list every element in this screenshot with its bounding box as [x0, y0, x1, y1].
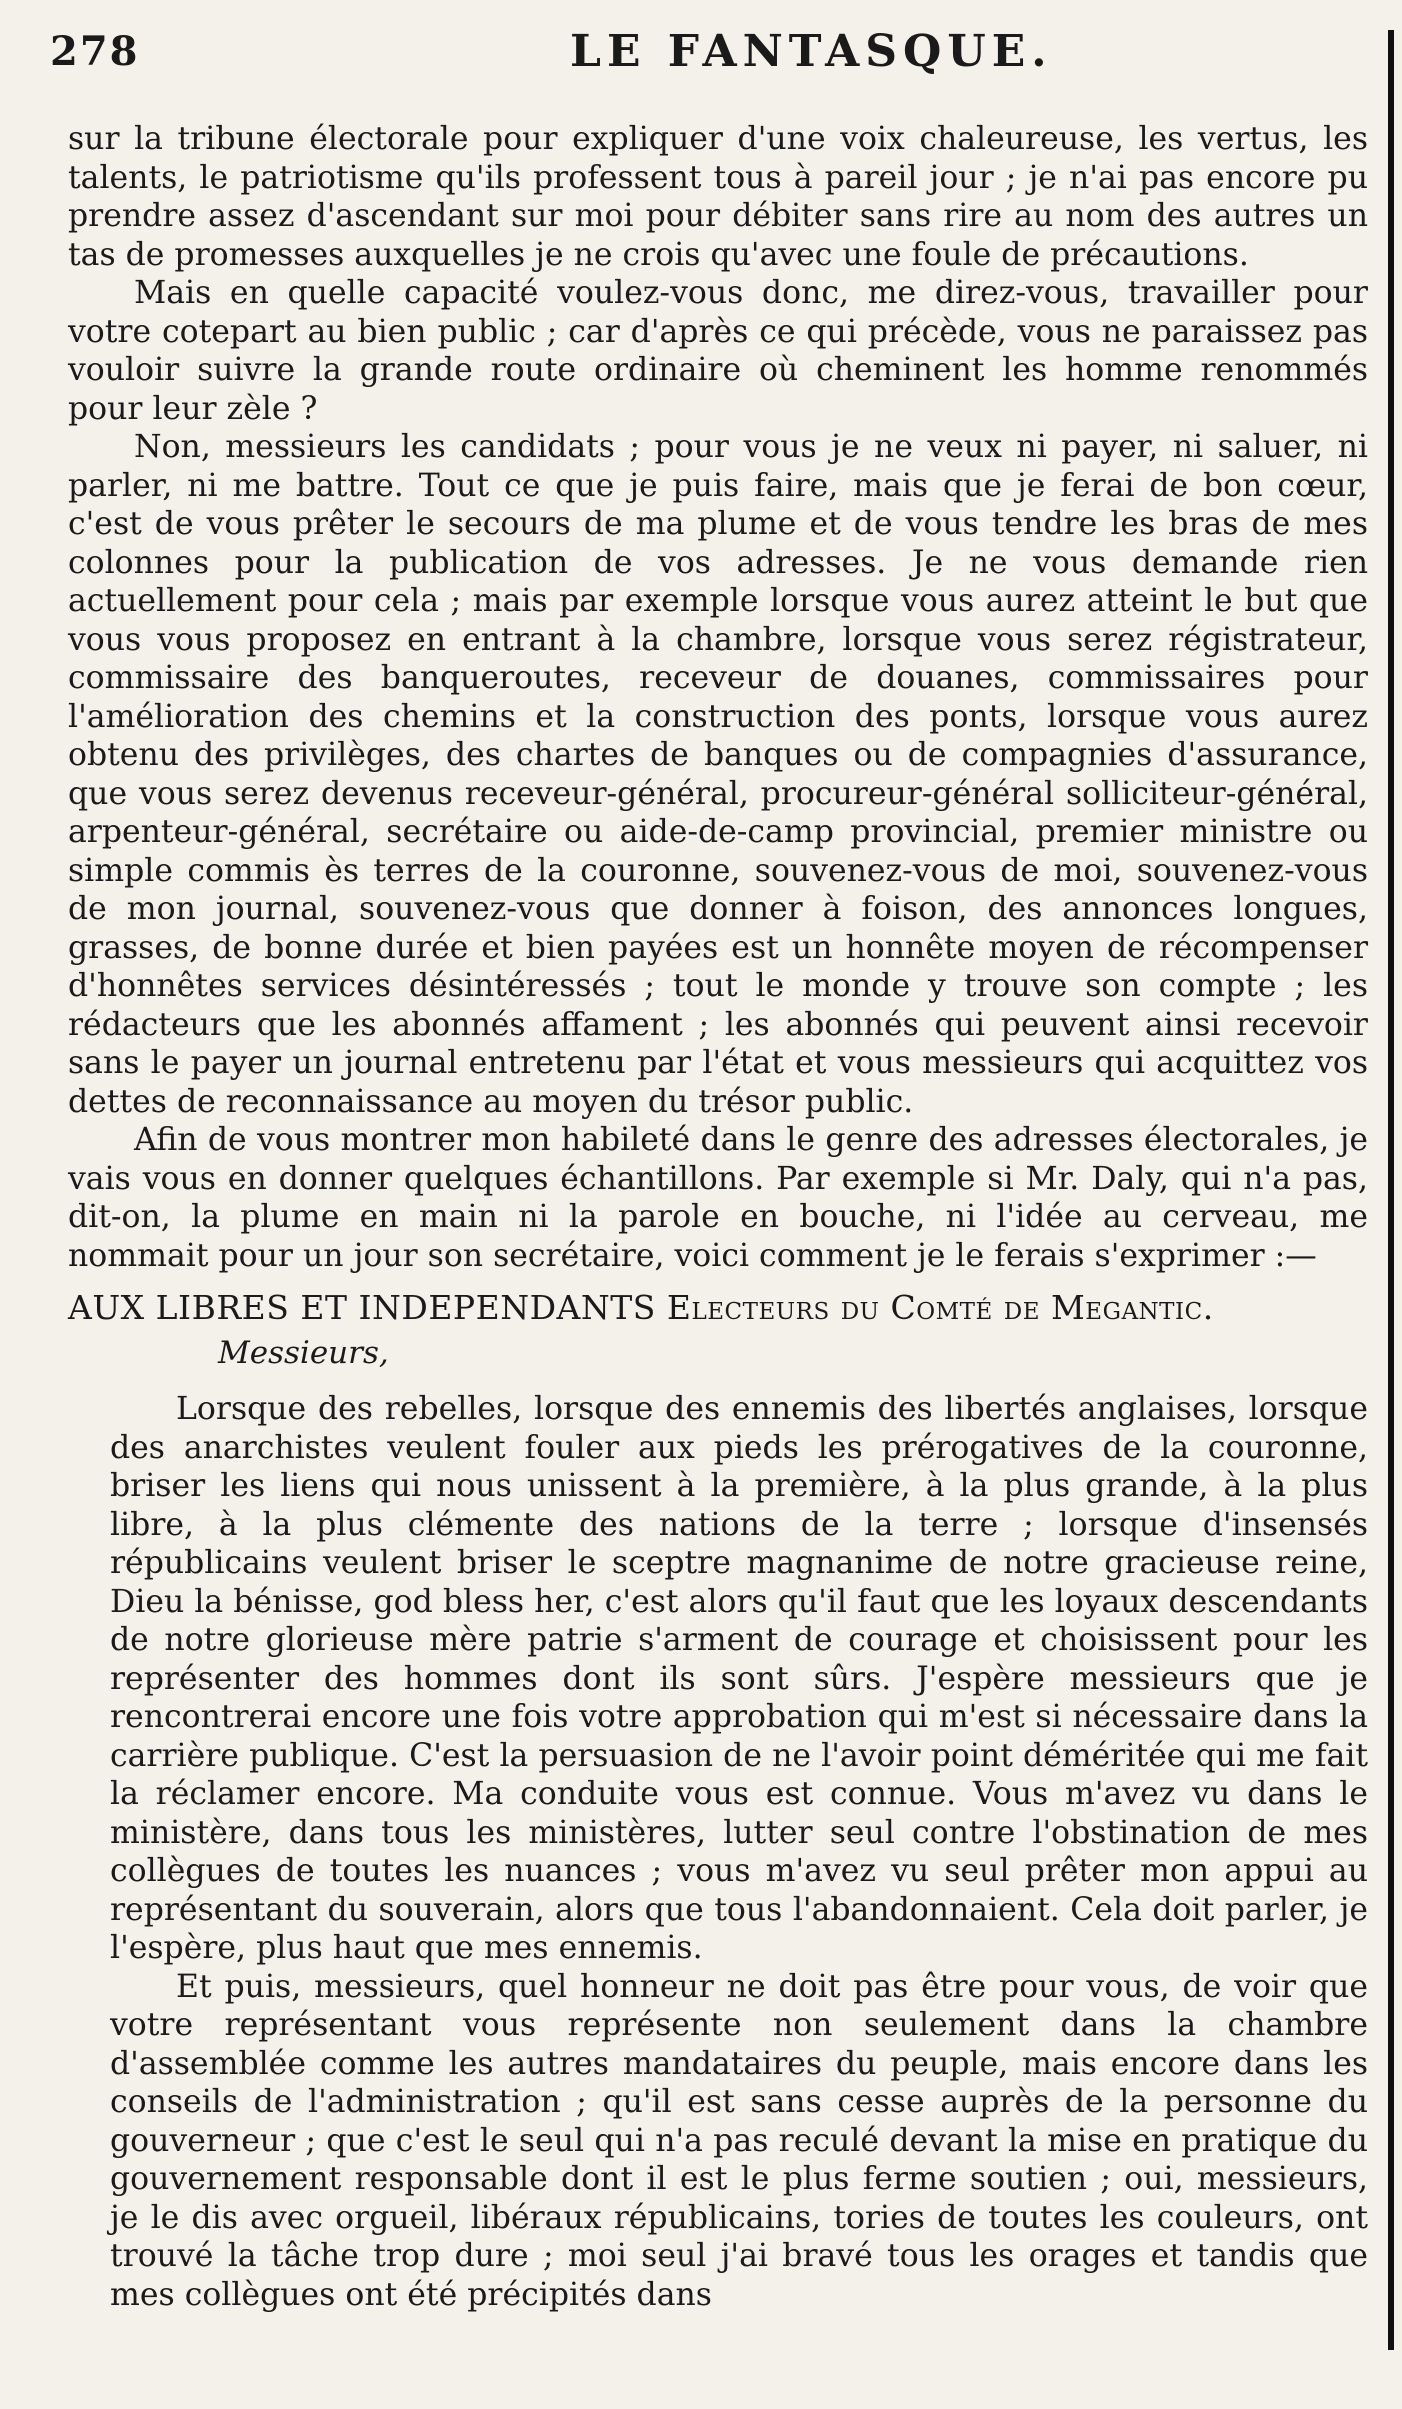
address-paragraph: Lorsque des rebelles, lorsque des ennemis des libertés anglaises, lorsque des anarchistes veulent fouler aux pieds les prérogatives de la couronne, briser les liens qui nous unissent à la première, à la plus grande, à la plus libre, à la plus clémente des nations de la terre ; lorsque d'insensés républicains veulent briser le sceptre magnanime de notre gracieuse reine, Dieu la bénisse, god bless her, c'est alors qu'il faut que les loyaux descendants de notre glorieuse mère patrie s'arment de courage et choisissent pour les représenter des hommes dont ils sont sûrs. J'espère messieurs que je rencontrerai encore une fois votre approbation qui m'est si nécessaire dans la carrière publique. C'est la persuasion de ne l'avoir point déméritée qui me fait la réclamer encore. Ma conduite vous est connue. Vous m'avez vu dans le ministère, dans tous les ministères, lutter seul contre l'obstination de mes collègues de toutes les nuances ; vous m'avez vu seul prêter mon appui au représentant du souverain, alors que tous l'abandonnaient. Cela doit parler, je l'espère, plus haut que mes ennemis.: [110, 1391, 1368, 1966]
address-heading: [68, 1289, 1368, 1328]
article-body: [68, 120, 1368, 2314]
journal-title: LE FANTASQUE.: [570, 26, 1053, 77]
salutation: Messieurs,: [218, 1334, 389, 1371]
address-paragraph: Et puis, messieurs, quel honneur ne doit pas être pour vous, de voir que votre représentant vous représente non seulement dans la chambre d'assemblée comme les autres mandataires du peuple, mais encore dans les conseils de l'administration ; qu'il est sans cesse auprès de la personne du gouverneur ; que c'est le seul qui n'a pas reculé devant la mise en pratique du gouvernement responsable dont il est le plus ferme soutien ; oui, messieurs, je le dis avec orgueil, libéraux républicains, tories de toutes les couleurs, ont trouvé la tâche trop dure ; moi seul j'ai bravé tous les orages et tandis que mes collègues ont été précipités dans: [110, 1968, 1368, 2313]
page-number: 278: [50, 28, 140, 75]
electoral-address: [68, 1390, 1368, 2314]
paragraph: Non, messieurs les candidats ; pour vous je ne veux ni payer, ni saluer, ni parler, ni me battre. Tout ce que je puis faire, mais que je ferai de bon cœur, c'est de vous prêter le secours de ma plume et de vous tendre les bras de mes colonnes pour la publication de vos adresses. Je ne vous demande rien actuellement pour cela ; mais par exemple lorsque vous aurez atteint le but que vous vous proposez en entrant à la chambre, lorsque vous serez régistrateur, commissaire des banqueroutes, receveur de douanes, commissaires pour l'amélioration des chemins et la construction des ponts, lorsque vous aurez obtenu des privilèges, des chartes de banques ou de compagnies d'assurance, que vous serez devenus receveur-général, procureur-général solliciteur-général, arpenteur-général, secrétaire ou aide-de-camp provincial, premier ministre ou simple commis ès terres de la couronne, souvenez-vous de moi, souvenez-vous de mon journal, souvenez-vous que donner à foison, des annonces longues, grasses, de bonne durée et bien payées est un honnête moyen de récompenser d'honnêtes services désintéressés ; tout le monde y trouve son compte ; les rédacteurs que les abonnés affament ; les abonnés qui peuvent ainsi recevoir sans le payer un journal entretenu par l'état et vous messieurs qui acquittez vos dettes de reconnaissance au moyen du trésor public.: [68, 429, 1368, 1120]
column-rule: [1388, 30, 1394, 2350]
paragraph: Afin de vous montrer mon habileté dans le genre des adresses électorales, je vais vous en donner quelques échantillons. Par exemple si Mr. Daly, qui n'a pas, dit-on, la plume en main ni la parole en bouche, ni l'idée au cerveau, me nommait pour un jour son secrétaire, voici comment je le ferais s'exprimer :—: [68, 1122, 1368, 1274]
paragraph: Mais en quelle capacité voulez-vous donc, me direz-vous, travailler pour votre cotepart au bien public ; car d'après ce qui précède, vous ne paraissez pas vouloir suivre la grande route ordinaire où cheminent les homme renommés pour leur zèle ?: [68, 275, 1368, 427]
paragraph: sur la tribune électorale pour expliquer d'une voix chaleureuse, les vertus, les talents, le patriotisme qu'ils professent tous à pareil jour ; je n'ai pas encore pu prendre assez d'ascendant sur moi pour débiter sans rire au nom des autres un tas de promesses auxquelles je ne crois qu'avec une foule de précautions.: [68, 121, 1368, 273]
address-heading-tail: Electeurs du Comté de Megantic.: [666, 1288, 1214, 1327]
page-header: [50, 22, 1380, 82]
address-heading-main: AUX LIBRES ET INDEPENDANTS: [68, 1288, 656, 1327]
